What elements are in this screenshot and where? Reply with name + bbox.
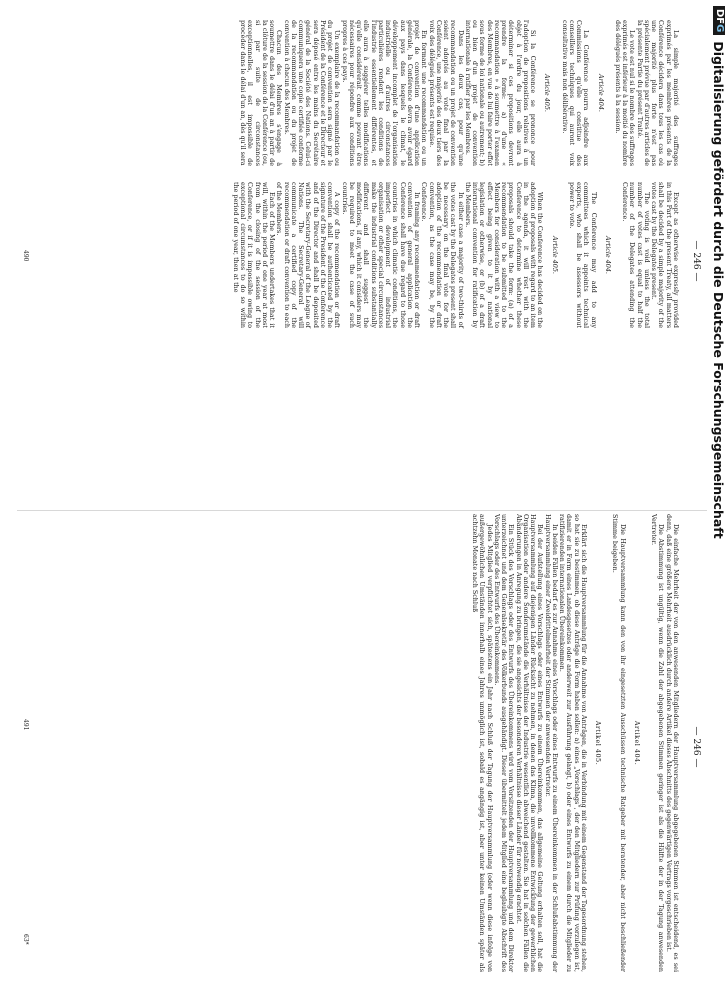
paragraph: The Conference may add to any committees which it appoints technical experts, who shall be assessors without power to vote. [568, 182, 598, 328]
page-number: — 246 — [691, 240, 701, 282]
paragraph: Dans les deux cas, pour qu'une recommandation ou un projet de convention soient adoptés au vote final par la Conférence, une majorité des deux tiers des voix des délégués présents est requise. [427, 20, 465, 166]
paragraph: La simple majorité des suffrages exprimés par les membres présents de la Conférence décidera dans tous les cas où une majorité plus forte n'est pas spécialement prévue par d'autres articles de la présente Partie du présent Traité. [635, 20, 680, 166]
paragraph: La Conférence pourra adjoindre aux Commissions qu'elle constitue des conseillers techniques qui auront voix consultative mais non délibérative. [560, 20, 591, 166]
paragraph: Chacun des Membres s'engage à soumettre dans le délai d'un an à partir de la clôture de la session de la Conférence (ou, si par suite de circonstances exceptionnelles, il est impossible de procéder dans le délai d'un an, dès qu'il sera [239, 20, 284, 166]
dfg-banner-text: Digitalisierung gefördert durch die Deutsche Forschungsgemeinschaft [711, 41, 727, 539]
article-heading: Article 405. [550, 236, 559, 274]
paragraph: Un exemplaire de la recommandation ou du projet de convention sera signé par le Président de la Conférence et le Directeur et sera déposé entre les mains du Secrétaire général de la Société des Nations. Celui-ci communiquera une copie certifiée conforme de la recommandation ou du projet de convention à chacun des Membres. [282, 20, 342, 166]
paragraph: Ein Stück des Vorschlags oder des Entwurfs des Übereinkommens wird vom Vorsitzenden der Hauptversammlung und dem Direktor unterzeichnet und dem Generalsekretär des Völkerbunds ausgehändigt. Dieser übermittelt jedem Mitglied eine beglaubigte Abschrift des Vorschlags oder des Entwurfs des Übereinkommens. [493, 514, 516, 972]
page-fold [17, 510, 707, 511]
paragraph: The voting is void unless the total number of votes cast is equal to half the number of the Delegates attending the Conference. [621, 182, 651, 328]
french-column [36, 20, 679, 166]
paragraph: Le vote est nul si le nombre des suffrages exprimés est inférieur à la moitié du nombre des délégués présents à la session. [614, 20, 637, 166]
paragraph: Die Abstimmung ist ungültig, wenn die Zahl der abgegebenen Stimmen geringer ist als die Hälfte der in der Tagung anwesenden Vertreter. [650, 514, 666, 972]
paragraph: Bei der Aufstellung eines Vorschlags oder eines Entwurfs zu einem Übereinkommen, das allgemeine Geltung erhalten soll, hat die Hauptversammlung auf diejenigen Länder Rücksicht zu nehmen, in denen das Klima, die unvollkommene Entwicklung der gewerblichen Organisation oder andere Sonderumstände die Verhältnisse der Industrie wesentlich abweichend gestalten. Sie hat in solchen Fällen die Abänderungen in Anregung zu bringen, die sie angesichts der besonderen Verhältnisse dieser Länder für notwendig erachtet. [514, 514, 545, 972]
english-column [36, 182, 679, 328]
article-heading: Artikel 404. [633, 720, 641, 766]
right-page [12, 514, 707, 980]
paragraph: In framing any recommendation or draft convention of general application the Conference shall have due regard to those countries in which climatic conditions, the imperfect development of industrial organisation or other special circumstances make the industrial conditions substantially different and shall suggest the modifications, if any, which it considers may be required to meet the case of such countries. [340, 182, 422, 328]
printer-signature: 490 [22, 250, 29, 262]
page-number: — 246 — [691, 726, 701, 768]
dfg-logo: DFG [713, 6, 725, 35]
left-page [12, 20, 707, 502]
article-heading: Article 405. [543, 74, 552, 112]
paragraph: En formant une recommandation ou un projet de convention d'une application générale, la Conférence devra avoir égard aux pays dans lesquels le climat, le développement incomplet de l'organisation industrielle ou d'autres circonstances particulières rendent les conditions de l'industrie essentiellement différentes, et elle aura à suggérer telles modifications qu'elle considérerait comme pouvant être nécessaires pour répondre aux conditions propres à ces pays. [340, 20, 429, 166]
paragraph: When the Conference has decided on the adoption of proposals with regard to an item in the agenda, it will rest with the Conference to determine whether these proposals should take the form: (a) of a recommendation to be submitted to the Members for consideration with a view to effect being given to it by national legislation or otherwise, or (b) of a draft international convention for ratification by the Members. [464, 182, 545, 328]
paragraph: In beiden Fällen bedarf es zur Annahme eines Vorschlags oder eines Entwurfs zu einem Übereinkommen in der Schlußabstimmung der Hauptversammlung einer Zweidrittelmehrheit der Stimmen der anwesenden Vertreter. [543, 514, 559, 972]
paragraph: Die einfache Mehrheit der von den anwesenden Mitgliedern der Hauptversammlung abgegebenen Stimmen ist entscheidend, es sei denn, daß eine größere Mehrheit ausdrücklich durch andere Artikel dieses Abschnitts des gegenwärtigen Vertrags vorgeschrieben ist. [664, 514, 680, 972]
paragraph: Each of the Members undertakes that it will, within the period of one year at most from the closing of the session of the Conference, or if it is impossible owing to exceptional circumstances to do so within the period of one year, then at the [232, 182, 277, 328]
paragraph: Except as otherwise expressly provided in this Part of the present Treaty, all matters shall be decided by a simple majority of the votes cast by the Delegates present. [650, 182, 680, 328]
article-heading: Artikel 405. [594, 720, 603, 766]
article-heading: Article 404. [596, 74, 605, 112]
paragraph: In either case a majority of two-thirds of the votes cast by the Delegates present shall be necessary on the final vote for the adoption of the recommendation or draft convention, as the case may be, by the Conference. [420, 182, 465, 328]
dfg-banner [711, 0, 727, 1000]
german-column [36, 514, 679, 972]
article-heading: Article 404. [604, 236, 612, 274]
printer-signature: 491 [22, 719, 29, 731]
paragraph: Jedes Mitglied verpflichtet sich, spätestens ein Jahr nach Schluß der Tagung der Hauptversammlung (oder wenn diese infolge von außergewöhnlichen Umständen innerhalb eines Jahres unmöglich ist, sobald es angängig ist, aber unter keinen Umständen später als achtzehn Monate nach Schluß [471, 514, 494, 972]
paragraph: Erklärt sich die Hauptversammlung für die Annahme von Anträgen, die in Verbindung mit einem Gegenstand der Tagesordnung stehen, so hat sie zu bestimmen, ob diese Anträge die Form haben sollen: a) eines „Vorschlags“, der den Mitgliedern zur Prüfung vorzulegen ist, damit er in Form eines Landesgesetzes oder anderweit zur Ausführung gelangt, b) oder eines Entwurfs zu einem durch die Mitglieder zu ratifizierenden internationalen Übereinkommen. [558, 514, 588, 972]
sheet-signature: 63* [22, 934, 29, 945]
paragraph: Die Hauptversammlung kann den von ihr eingesetzten Ausschüssen technische Ratgeber mit beratender, aber nicht beschließender Stimme beigeben. [611, 514, 627, 972]
paragraph: Si la Conférence se prononce pour l'adoption de propositions relatives à un objet à l'ordre du jour, elle aura à déterminer si ces propositions devront prendre la forme: a) d'une « recommandation » à soumettre à l'examen des Membres, en vue de lui faire porter effet sous forme de loi nationale ou autrement; b) ou bien d'un projet de convention internationale à ratifier par les Membres. [464, 20, 538, 166]
paragraph: A copy of the recommendation or draft convention shall be authenticated by the signature of the President of the Conference and of the Director and shall be deposited with the Secretary-General of the League of Nations. The Secretary-General will communicate a certified copy of the recommendation or draft convention to each of the Members. [275, 182, 342, 328]
